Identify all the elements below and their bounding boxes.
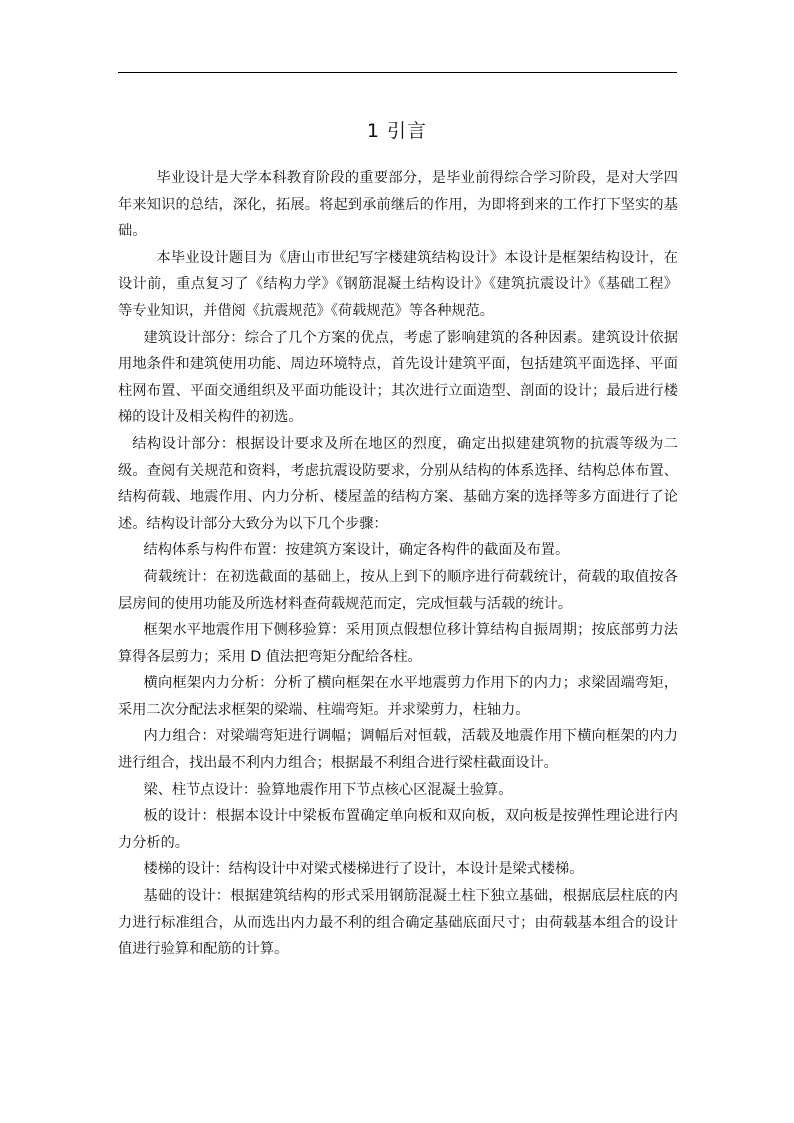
header-rule (118, 72, 677, 73)
paragraph-step-slab: 板的设计：根据本设计中梁板布置确定单向板和双向板，双向板是按弹性理论进行内力分析的。 (118, 808, 678, 851)
paragraph-step-loads: 荷载统计：在初选截面的基础上，按从上到下的顺序进行荷载统计，荷载的取值按各层房间的使用功能及所选材料查荷载规范而定，完成恒载与活载的统计。 (118, 568, 678, 612)
paragraph-step-joints: 梁、柱节点设计：验算地震作用下节点核心区混凝土验算。 (143, 781, 513, 798)
paragraph-intro: 毕业设计是大学本科教育阶段的重要部分，是毕业前得综合学习阶段，是对大学四年来知识的总结，深化，拓展。将起到承前继后的作用，为即将到来的工作打下坚实的基础。 (118, 170, 678, 240)
paragraph-step-system: 结构体系与构件布置：按建筑方案设计，确定各构件的截面及布置。 (143, 542, 570, 559)
document-body (118, 165, 678, 963)
paragraph-step-foundation: 基础的设计：根据建筑结构的形式采用钢筋混凝土柱下独立基础，根据底层柱底的内力进行标准组合，从而选出内力最不利的组合确定基础底面尺寸；由荷载基本组合的设计值进行验算和配筋的计算。 (118, 888, 678, 958)
paragraph-step-drift: 框架水平地震作用下侧移验算：采用顶点假想位移计算结构自振周期；按底部剪力法算得各层剪力；采用 D 值法把弯矩分配给各柱。 (118, 622, 678, 665)
paragraph-topic: 本毕业设计题目为《唐山市世纪写字楼建筑结构设计》本设计是框架结构设计，在设计前，重点复习了《结构力学》《钢筋混凝土结构设计》《建筑抗震设计》《基础工程》等专业知识，并借阅《抗震规范》《荷载规范》等各种规范。 (118, 249, 678, 319)
paragraph-structure: 结构设计部分：根据设计要求及所在地区的烈度，确定出拟建建筑物的抗震等级为二级。查阅有关规范和资料，考虑抗震设防要求，分别从结构的体系选择、结构总体布置、结构荷载、地震作用、内力分析、楼屋盖的结构方案、基础方案的选择等多方面进行了论述。结构设计部分大致分为以下几个步骤： (118, 435, 678, 532)
paragraph-architecture: 建筑设计部分：综合了几个方案的优点，考虑了影响建筑的各种因素。建筑设计依据用地条件和建筑使用功能、周边环境特点，首先设计建筑平面，包括建筑平面选择、平面柱网布置、平面交通组织及平面功能设计；其次进行立面造型、剖面的设计；最后进行楼梯的设计及相关构件的初选。 (118, 329, 678, 426)
section-title: 1 引言 (366, 119, 428, 142)
paragraph-step-frame: 横向框架内力分析：分析了横向框架在水平地震剪力作用下的内力；求梁固端弯矩，采用二次分配法求框架的梁端、柱端弯矩。并求梁剪力，柱轴力。 (118, 675, 678, 718)
paragraph-step-combination: 内力组合：对梁端弯矩进行调幅；调幅后对恒载，活载及地震作用下横向框架的内力进行组合，找出最不利内力组合；根据最不利组合进行梁柱截面设计。 (118, 728, 678, 772)
paragraph-step-stairs: 楼梯的设计：结构设计中对梁式楼梯进行了设计，本设计是梁式楼梯。 (143, 861, 584, 878)
